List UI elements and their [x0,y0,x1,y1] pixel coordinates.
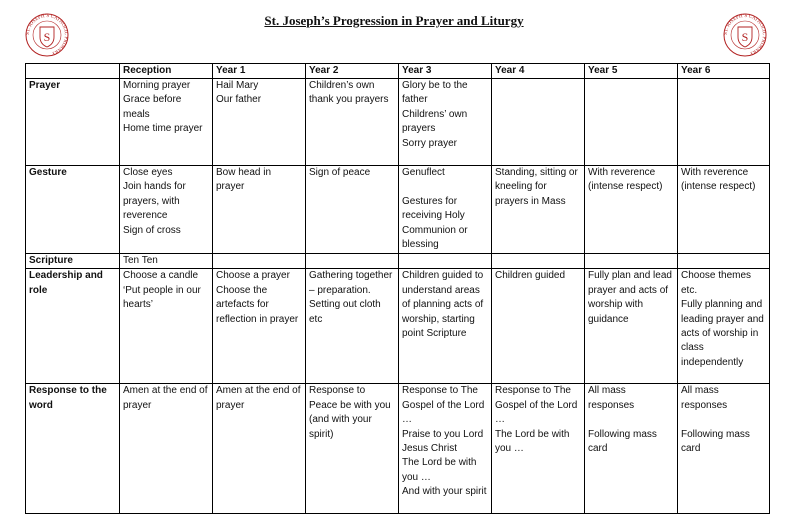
document-title: St. Joseph’s Progression in Prayer and Liturgy [264,13,524,28]
table-cell: With reverence (intense respect) [678,166,770,254]
header-year-2: Year 2 [306,64,399,79]
row-gesture [26,166,770,254]
table-cell: Close eyes Join hands for prayers, with reverence Sign of cross [120,166,213,254]
table-cell [585,254,678,269]
table-cell [678,79,770,166]
table-cell: Response to Peace be with you (and with your spirit) [306,384,399,514]
table-cell: Sign of peace [306,166,399,254]
school-crest-logo-left [22,10,72,60]
table-cell: Amen at the end of prayer [120,384,213,514]
table-cell: Choose a candle ‘Put people in our hearts’ [120,269,213,384]
row-label: Leadership and role [26,269,120,384]
table-cell [306,254,399,269]
progression-table [25,63,770,514]
row-label: Prayer [26,79,120,166]
table-cell [399,254,492,269]
table-cell: Children guided [492,269,585,384]
table-cell: Morning prayer Grace before meals Home time prayer [120,79,213,166]
row-label: Scripture [26,254,120,269]
svg-text:ST. JOSEPH’S CATHOLIC PRIMARY: ST. JOSEPH’S CATHOLIC PRIMARY [723,13,767,56]
table-cell: Choose a prayer Choose the artefacts for reflection in prayer [213,269,306,384]
table-cell: Standing, sitting or kneeling for prayers in Mass [492,166,585,254]
row-prayer [26,79,770,166]
row-response-to-the-word [26,384,770,514]
header-year-1: Year 1 [213,64,306,79]
header-year-6: Year 6 [678,64,770,79]
table-cell: Bow head in prayer [213,166,306,254]
school-crest-logo-right [720,10,770,60]
header-year-3: Year 3 [399,64,492,79]
table-cell: All mass responses Following mass card [678,384,770,514]
row-label: Gesture [26,166,120,254]
table-cell: All mass responses Following mass card [585,384,678,514]
table-cell: Response to The Gospel of the Lord … The Lord be with you … [492,384,585,514]
table-cell [492,254,585,269]
header-row [26,64,770,79]
table-cell [492,79,585,166]
table-cell: Children guided to understand areas of planning acts of worship, starting point Scripture [399,269,492,384]
table-cell: Fully plan and lead prayer and acts of worship with guidance [585,269,678,384]
table-cell [678,254,770,269]
header-corner [26,64,120,79]
table-cell: Hail Mary Our father [213,79,306,166]
header-year-5: Year 5 [585,64,678,79]
row-leadership-and-role [26,269,770,384]
table-cell [585,79,678,166]
table-cell: Glory be to the father Childrens’ own prayers Sorry prayer [399,79,492,166]
svg-text:S: S [741,30,749,44]
table-cell [213,254,306,269]
row-scripture [26,254,770,269]
table-cell: Genuflect Gestures for receiving Holy Communion or blessing [399,166,492,254]
header-year-4: Year 4 [492,64,585,79]
table-cell: Children’s own thank you prayers [306,79,399,166]
row-label: Response to the word [26,384,120,514]
table-cell: Ten Ten [120,254,213,269]
table-cell: Response to The Gospel of the Lord … Praise to you Lord Jesus Christ The Lord be with you … And with your spirit [399,384,492,514]
svg-text:S: S [43,30,51,44]
table-cell: Gathering together – preparation. Setting out cloth etc [306,269,399,384]
table-cell: Amen at the end of prayer [213,384,306,514]
svg-text:ST. JOSEPH’S CATHOLIC PRIMARY: ST. JOSEPH’S CATHOLIC PRIMARY [25,13,69,56]
table-cell: Choose themes etc. Fully planning and leading prayer and acts of worship in class independently [678,269,770,384]
header-reception: Reception [120,64,213,79]
table-cell: With reverence (intense respect) [585,166,678,254]
